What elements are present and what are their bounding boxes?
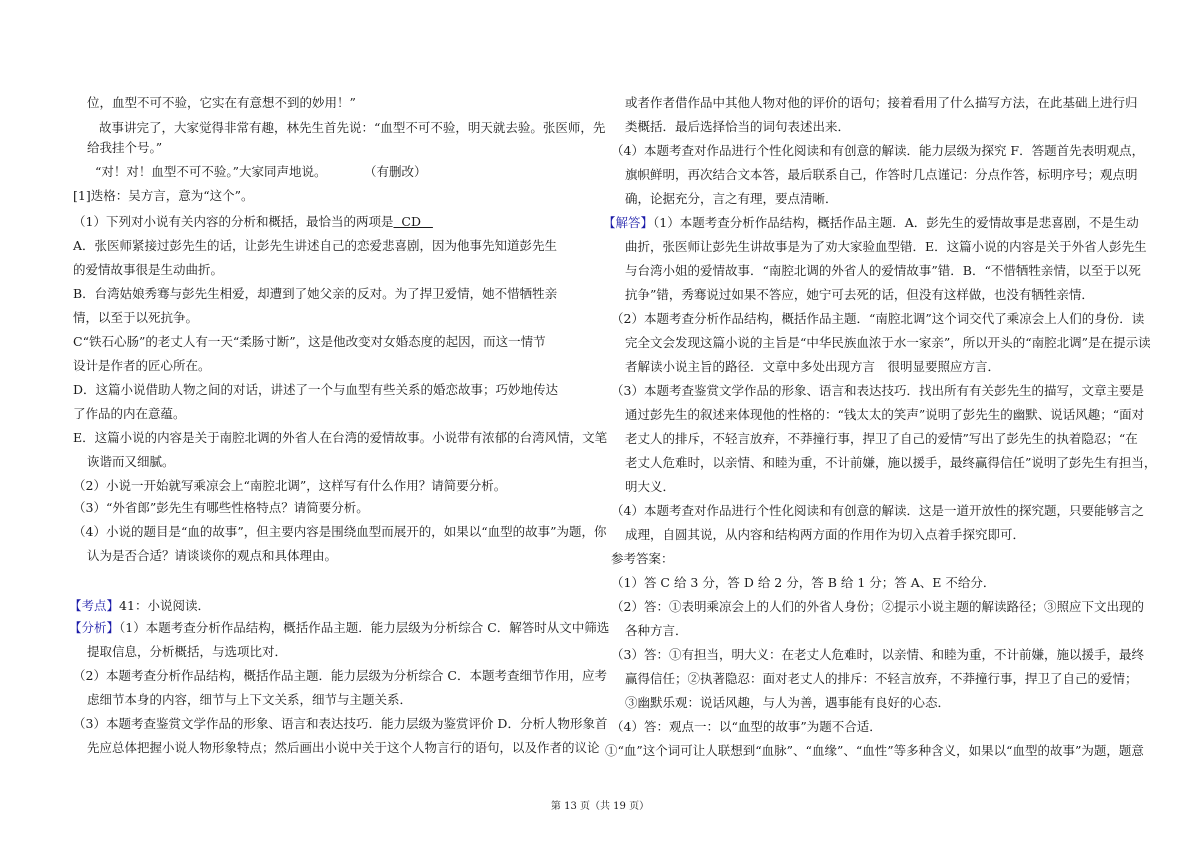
line-text: E．这篇小说的内容是关于南腔北调的外省人在台湾的爱情故事。小说带有浓郁的台湾风情，文笔 [73,430,608,445]
line-text: 或者作者借作品中其他人物对他的评价的语句；接着看用了什么描写方法，在此基础上进行归 [625,95,1138,110]
line-text: ③幽默乐观：说话风趣，与人为善，遇事能有良好的心态． [625,695,951,710]
page-footer: 第 13 页（共 19 页） [550,801,650,812]
line-text: （2）本题考查分析作品结构，概括作品主题．能力层级为分析综合 C．本题考查细节作用，应考 [73,668,607,683]
line-text: （4）答：观点一：以“血型的故事”为题不合适． [611,719,882,734]
line-text: 赢得信任；②执著隐忍：面对老丈人的排斥：不轻言放弃，不莽撞行事，捍卫了自己的爱情； [625,671,1138,686]
line-text: 抗争”错，秀骞说过如果不答应，她宁可去死的话，但没有这样做，也没有牺牲亲情． [625,287,1094,302]
line-text: “对！对！血型不可不验。”大家同声地说。 （有删改） [95,164,427,179]
text-line [625,191,838,207]
text-line [625,239,1147,255]
line-text: 设计是作者的匠心所在。 [73,358,211,373]
line-text: 情，以至于以死抗争。 [73,310,199,325]
line-text: （3）答：①有担当，明大义：在老丈人危难时，以亲情、和睦为重，不计前嫌，施以援手，最终 [611,647,1144,662]
kaodian-tag: 考点 [81,598,107,613]
line-text: ①“血”这个词可让人联想到“血脉”、“血缘”、“血性”等多种含义，如果以“血型的故事”为题，题意 [605,743,1144,758]
text-line [73,478,506,494]
text-line [625,623,688,639]
text-line [73,406,186,422]
text-line [611,647,1144,663]
text-line [625,335,1151,351]
text-line [87,95,356,111]
line-text: （1）下列对小说有关内容的分析和概括，最恰当的两项是 [73,214,394,229]
line-text: 明大义． [625,479,676,494]
text-line [73,310,198,326]
text-line [73,430,607,446]
text-line [73,668,607,684]
line-text: 了作品的内在意蕴。 [73,406,186,421]
line-text: 与台湾小姐的爱情故事．“南腔北调的外省人的爱情故事”错．B．“不惜牺牲亲情，以至于以死 [625,263,1141,278]
line-text: （2）小说一开始就写乘凉会上“南腔北调”，这样写有什么作用？请简要分析。 [73,478,507,493]
text-line [87,692,412,708]
line-text: 诙谐而又细腻。 [87,454,175,469]
line-text: 虑细节本身的内容，细节与上下文关系，细节与主题关系． [87,692,413,707]
text-line [625,359,1000,375]
text-line [99,120,605,136]
text-line [73,188,254,204]
text-line [625,167,1138,183]
line-text: （2）本题考查分析作品结构，概括作品主题．“南腔北调”这个词交代了乘凉会上人们的身份．读 [611,311,1145,326]
line-text: 参考答案： [611,551,674,566]
line-text: 提取信息，分析概括，与选项比对． [87,644,288,659]
text-line [625,671,1138,687]
text-line [73,262,223,278]
line-text: B．台湾姑娘秀骞与彭先生相爱，却遭到了她父亲的反对。为了捍卫爱情，她不惜牺牲亲 [73,286,558,301]
text-line [87,644,287,660]
text-line [95,164,427,180]
text-line [625,431,1138,447]
line-text: 成理，自圆其说，从内容和结构两方面的作用作为切入点着手探究即可． [625,527,1026,542]
jieda-tag: 解答 [615,215,641,230]
line-text: 确，论据充分，言之有理，要点清晰． [625,191,838,206]
line-text: 旗帜鲜明，再次结合文本答，最后联系自己，作答时几点谨记：分点作答，标明序号；观点明 [625,167,1138,182]
line-text: （3）本题考查鉴赏文学作品的形象、语言和表达技巧．能力层级为鉴赏评价 D．分析人物形象首 [73,716,608,731]
text-line [73,716,607,732]
text-line [611,143,1144,159]
line-text: [1]迭格：吴方言，意为“这个”。 [73,188,254,203]
line-text: 的爱情故事很是生动曲折。 [73,262,224,277]
text-line [73,358,211,374]
line-text: 先应总体把握小说人物形象特点；然后画出小说中关于这个人物言行的语句，以及作者的议论 [87,740,600,755]
line-text: 完全文会发现这篇小说的主旨是“中华民族血浓于水一家亲”，所以开头的“南腔北调”是在提示读 [625,335,1151,350]
text-line [625,407,1144,423]
text-line [611,551,674,567]
text-line: 【考点】41：小说阅读． [69,598,210,613]
line-text: （1）本题考查分析作品结构，概括作品主题．能力层级为分析综合 C．解答时从文中筛选 [119,620,610,635]
text-line [625,479,675,495]
line-text: （1）本题考查分析作品结构，概括作品主题．A．彭先生的爱情故事是悲喜剧，不是生动 [653,215,1139,230]
line-text: （3）“外省郎”彭先生有哪些性格特点？请简要分析。 [73,500,369,515]
text-line [73,524,607,540]
text-line: 【解答】（1）本题考查分析作品结构，概括作品主题．A．彭先生的爱情故事是悲喜剧，不是生动 [603,215,1139,230]
text-line [611,311,1144,327]
text-line [625,455,1156,471]
text-line [625,527,1025,543]
text-line [87,140,162,156]
fenxi-tag: 分析 [81,620,107,635]
line-text: 者解读小说主旨的路径．文章中多处出现方言 很明显要照应方言． [625,359,1001,374]
line-text: 位，血型不可不验，它实在有意想不到的妙用！” [87,95,356,110]
line-text: C“铁石心肠”的老丈人有一天“柔肠寸断”，这是他改变对女婚态度的起因，而这一情节 [73,334,546,349]
text-line [625,287,1094,303]
line-text: 故事讲完了，大家觉得非常有趣，林先生首先说：“血型不可不验，明天就去验。张医师，先 [99,120,606,135]
text-line [87,548,337,564]
text-line [605,743,1144,759]
text-line [73,334,546,350]
text-line [73,500,369,516]
text-line [611,503,1144,519]
line-text: 给我挂个号。” [87,140,163,155]
line-text: A．张医师紧接过彭先生的话，让彭先生讲述自己的恋爱悲喜剧，因为他事先知道彭先生 [73,238,558,253]
text-line [611,383,1144,399]
text-line [73,238,557,254]
line-text: 老丈人危难时，以亲情、和睦为重，不计前嫌，施以援手，最终赢得信任”说明了彭先生有担当， [625,455,1157,470]
text-line [611,599,1144,615]
text-line [625,695,950,711]
text-line [87,740,600,756]
line-text: 类概括．最后选择恰当的词句表述出来． [625,119,851,134]
text-line: 【分析】（1）本题考查分析作品结构，概括作品主题．能力层级为分析综合 C．解答时从文中筛选 [69,620,610,635]
text-line [73,214,433,230]
line-text: （4）小说的题目是“血的故事”，但主要内容是围绕血型而展开的，如果以“血型的故事”为题，你 [73,524,607,539]
text-line [611,575,995,591]
line-text: 通过彭先生的叙述来体现他的性格的：“钱太太的笑声”说明了彭先生的幽默、说话风趣；“面对 [625,407,1145,422]
text-line [73,382,558,398]
text-line [625,119,850,135]
line-text: （2）答：①表明乘凉会上的人们的外省人身份；②提示小说主题的解读路径；③照应下文出现的 [611,599,1144,614]
line-text: 老丈人的排斥，不轻言放弃，不莽撞行事，捍卫了自己的爱情”写出了彭先生的执着隐忍；“在 [625,431,1138,446]
text-line [611,719,882,735]
text-line [625,263,1141,279]
line-text: （4）本题考查对作品进行个性化阅读和有创意的解读．能力层级为探究 F．答题首先表明观点， [611,143,1145,158]
text-line [625,95,1138,111]
text-line [73,286,557,302]
line-text: 各种方言． [625,623,688,638]
line-text: 曲折，张医师让彭先生讲故事是为了劝大家验血型错．E．这篇小说的内容是关于外省人彭先生 [625,239,1147,254]
line-text: （4）本题考查对作品进行个性化阅读和有创意的解读．这是一道开放性的探究题，只要能够言之 [611,503,1144,518]
line-text: 认为是否合适？请谈谈你的观点和具体理由。 [87,548,338,563]
q1-answer-blank: CD [393,214,433,229]
line-text: （1）答 C 给 3 分，答 D 给 2 分，答 B 给 1 分；答 A、E 不给分． [611,575,996,590]
line-text: （3）本题考查鉴赏文学作品的形象、语言和表达技巧．找出所有有关彭先生的描写，文章主要是 [611,383,1144,398]
line-text: D．这篇小说借助人物之间的对话，讲述了一个与血型有些关系的婚恋故事；巧妙地传达 [73,382,559,397]
text-line [87,454,175,470]
line-text: 41：小说阅读． [119,598,210,613]
